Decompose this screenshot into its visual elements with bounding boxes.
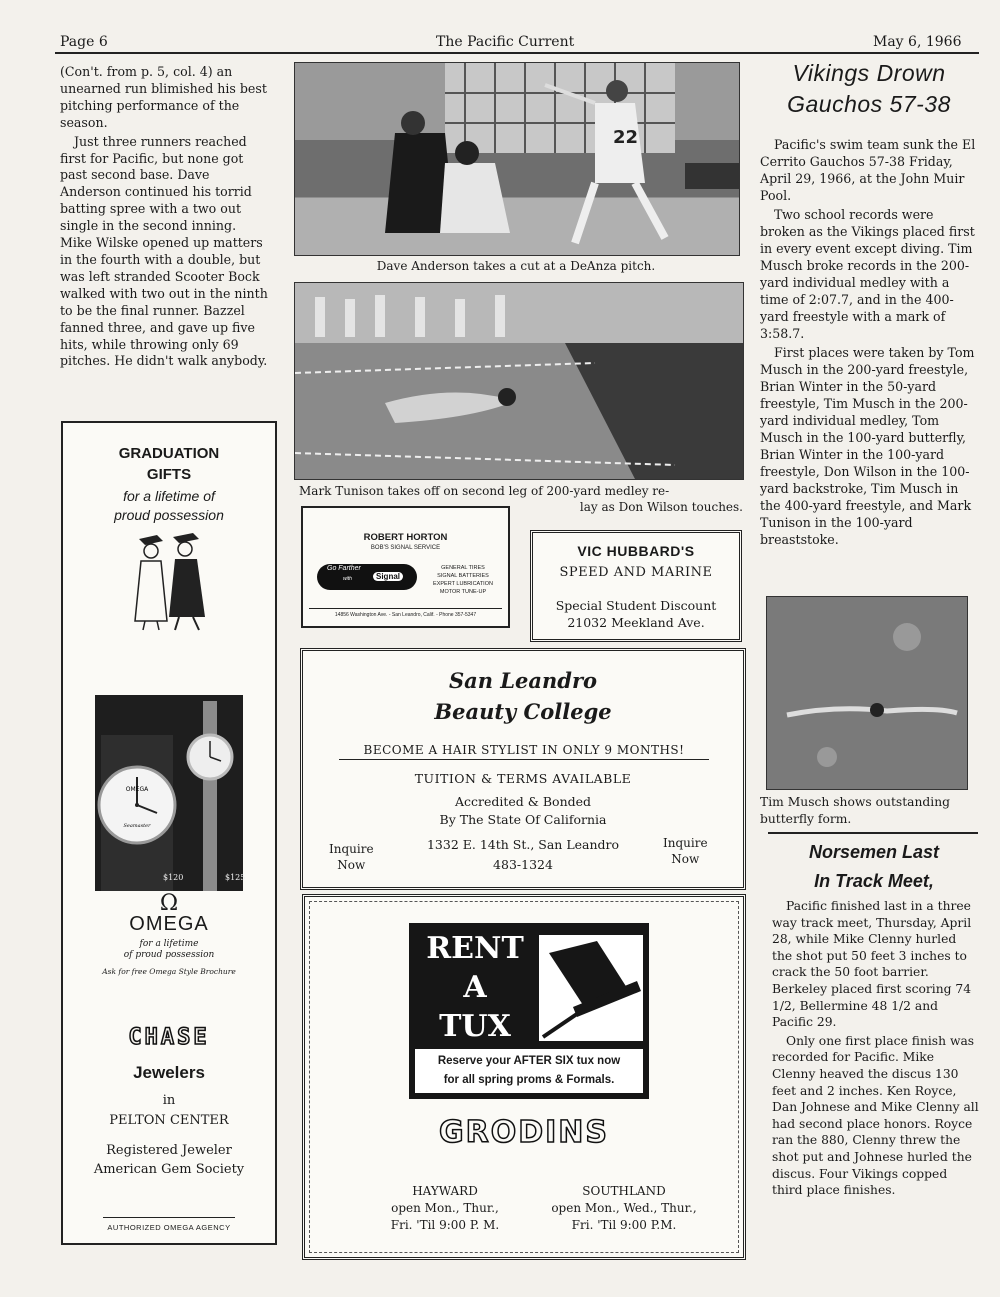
horton-service: SIGNAL BATTERIES xyxy=(437,573,489,579)
beauty-state: By The State Of California xyxy=(439,812,607,827)
horton-slogan-with: with xyxy=(343,576,352,582)
grodins-logo: GRODINS xyxy=(438,1115,609,1150)
omega-tagline: for a lifetime xyxy=(139,939,199,949)
hayward-hours: open Mon., Thur., xyxy=(391,1201,499,1215)
article-paragraph: Two school records were broken as the Vikings placed first in every event except diving. Tim Musch broke records in the 200-yard individual medley with a time of 2:07.7, and in the 400-yard freestyle with a mark of 3:58.7. xyxy=(760,207,975,341)
tux-word: RENT xyxy=(426,931,524,966)
graduates-illustration xyxy=(125,531,215,631)
article-paragraph: (Con't. from p. 5, col. 4) an unearned run blimished his best pitching performance of the season. xyxy=(60,64,267,130)
hayward-store: HAYWARD xyxy=(412,1184,478,1198)
hubbard-address: 21032 Meekland Ave. xyxy=(567,615,705,630)
inquire-left: Inquire xyxy=(329,842,374,856)
chase-logo: CHASE xyxy=(128,1025,210,1050)
tux-black-panel xyxy=(409,923,649,1099)
omega-logo: OMEGA xyxy=(129,913,209,935)
hayward-hours: Fri. 'Til 9:00 P. M. xyxy=(390,1218,500,1232)
inquire-left: Now xyxy=(337,858,366,872)
tux-word: A xyxy=(463,970,487,1005)
watch-dial-brand: OMEGA xyxy=(125,786,149,793)
beauty-accredited: Accredited & Bonded xyxy=(454,794,592,809)
article-paragraph: Pacific finished last in a three way track meet, Thursday, April 28, while Mike Clenny hurled the shot put 50 feet 3 inches to crack the 50 foot barrier. Berkeley placed first scoring 74 1/2, Bellermine 48 1/2 and Pacific 29. xyxy=(772,899,972,1030)
omega-tagline: of proud possession xyxy=(123,950,215,960)
page-number: Page 6 xyxy=(60,34,108,50)
robert-horton-ad xyxy=(301,506,510,628)
beauty-tuition: TUITION & TERMS AVAILABLE xyxy=(414,771,632,786)
ad-title: GRADUATION xyxy=(118,445,220,462)
article-paragraph: Only one first place finish was recorded for Pacific. Mike Clenny heaved the discus 130 feet and 2 inches. Ken Royce, Dan Johnese and Mike Clenny all had second place honors. Royce ran the 880, Clenny threw the shot put and Johnese hurled the discus. Four Vikings copped third place finishes. xyxy=(772,1033,979,1198)
caption-line: lay as Don Wilson touches. xyxy=(579,500,743,514)
track-article xyxy=(772,898,980,1201)
hubbard-title: VIC HUBBARD'S xyxy=(577,543,695,559)
butterfly-photo-caption: Tim Musch shows outstanding butterfly form. xyxy=(760,795,950,826)
watch-dial-model: Seamaster xyxy=(123,823,151,829)
chase-registered: Registered Jeweler xyxy=(106,1143,232,1158)
chase-in: in xyxy=(162,1093,176,1108)
hubbard-subtitle: SPEED AND MARINE xyxy=(559,565,713,580)
swim-relay-photo xyxy=(294,282,744,480)
track-headline xyxy=(770,838,978,896)
horton-subtitle: BOB'S SIGNAL SERVICE xyxy=(370,545,441,551)
article-paragraph: Just three runners reached first for Pacific, but none got past second base. Dave Anderson continued his torrid batting spree with a two out single in the second inning. Mike Wilske opened up matters in the fourth with a double, but was left stranded Scooter Bock walked with two out in the ninth to be the final runner. Bazzel fanned three, and gave up five hits, while throwing only 69 pitches. He didn't walk anybody. xyxy=(60,133,268,369)
article-paragraph: First places were taken by Tom Musch in the 200-yard freestyle, Brian Winter in the 50-yard freestyle, Tim Musch in the 200-yard individual medley, Tom Musch in the 100-yard butterfly, Brian Winter in the 100-yard freestyle, Don Wilson in the 100-yard backstroke, Tim Musch in the 400-yard freestyle, and Mark Tunison in the 100-yard breaststoke. xyxy=(760,345,975,547)
horton-service: GENERAL TIRES xyxy=(441,565,485,571)
price-left: $120 xyxy=(163,873,184,882)
beauty-address: 1332 E. 14th St., San Leandro xyxy=(426,837,620,852)
ad-tagline: for a lifetime of xyxy=(123,488,215,504)
swim-article xyxy=(760,136,978,550)
beauty-title: San Leandro xyxy=(448,668,598,693)
headline-line: Norsemen Last xyxy=(808,842,940,862)
omega-symbol-icon: Ω xyxy=(159,891,179,916)
omega-watch-photo xyxy=(95,695,246,891)
horton-slogan: Go Farther xyxy=(327,565,361,572)
beauty-title: Beauty College xyxy=(434,699,612,724)
ad-title: GIFTS xyxy=(146,466,192,483)
omega-brochure-note: Ask for free Omega Style Brochure xyxy=(102,967,236,976)
horton-name: ROBERT HORTON xyxy=(363,532,448,543)
inquire-right: Inquire xyxy=(663,836,708,850)
southland-store: SOUTHLAND xyxy=(582,1184,666,1198)
hubbard-discount: Special Student Discount xyxy=(555,598,717,613)
baseball-article-continued xyxy=(60,64,272,372)
swim-headline xyxy=(760,58,978,120)
graduation-gifts-ad xyxy=(61,421,277,1245)
chase-location: PELTON CENTER xyxy=(109,1113,229,1128)
chase-society: American Gem Society xyxy=(93,1162,245,1177)
headline-line: Vikings Drown xyxy=(792,60,946,86)
top-hat-icon xyxy=(537,933,645,1043)
ad-tagline: proud possession xyxy=(114,507,224,523)
horton-address: 14856 Washington Ave. - San Leandro, Calif. - Phone 357-5347 xyxy=(334,612,477,618)
caption-line: Mark Tunison takes off on second leg of 200-yard medley re- xyxy=(299,484,670,498)
beauty-college-ad xyxy=(300,648,746,890)
divider xyxy=(309,608,502,609)
header-rule xyxy=(55,52,979,54)
headline-line: In Track Meet, xyxy=(814,871,934,891)
inquire-right: Now xyxy=(671,852,700,866)
jersey-number: 22 xyxy=(613,127,639,148)
divider xyxy=(103,1217,235,1218)
tux-promo: for all spring proms & Formals. xyxy=(443,1074,615,1086)
baseball-photo-caption: Dave Anderson takes a cut at a DeAnza pitch. xyxy=(376,259,656,273)
beauty-phone: 483-1324 xyxy=(493,857,553,872)
tux-promo: Reserve your AFTER SIX tux now xyxy=(437,1055,621,1067)
article-paragraph: Pacific's swim team sunk the El Cerrito Gauchos 57-38 Friday, April 29, 1966, at the John Muir Pool. xyxy=(760,137,976,203)
baseball-photo xyxy=(294,62,740,256)
chase-jewelers: Jewelers xyxy=(133,1063,205,1082)
horton-service: MOTOR TUNE-UP xyxy=(439,589,487,595)
headline-line: Gauchos 57-38 xyxy=(787,91,951,117)
tux-word: TUX xyxy=(439,1009,511,1044)
southland-hours: open Mon., Wed., Thur., xyxy=(551,1201,697,1215)
southland-hours: Fri. 'Til 9:00 P.M. xyxy=(571,1218,677,1232)
issue-date: May 6, 1966 xyxy=(873,34,962,50)
rent-a-tux-ad xyxy=(302,894,746,1260)
vic-hubbards-ad xyxy=(530,530,742,642)
price-right: $125 xyxy=(225,873,246,882)
signal-car-logo xyxy=(317,564,417,590)
beauty-banner: BECOME A HAIR STYLIST IN ONLY 9 MONTHS! xyxy=(339,743,709,760)
authorized-agency: AUTHORIZED OMEGA AGENCY xyxy=(107,1223,231,1232)
signal-brand: Signal xyxy=(373,572,403,581)
masthead-title: The Pacific Current xyxy=(436,34,575,50)
butterfly-swim-photo xyxy=(766,596,968,790)
horton-service: EXPERT LUBRICATION xyxy=(433,581,493,587)
divider xyxy=(768,832,978,834)
